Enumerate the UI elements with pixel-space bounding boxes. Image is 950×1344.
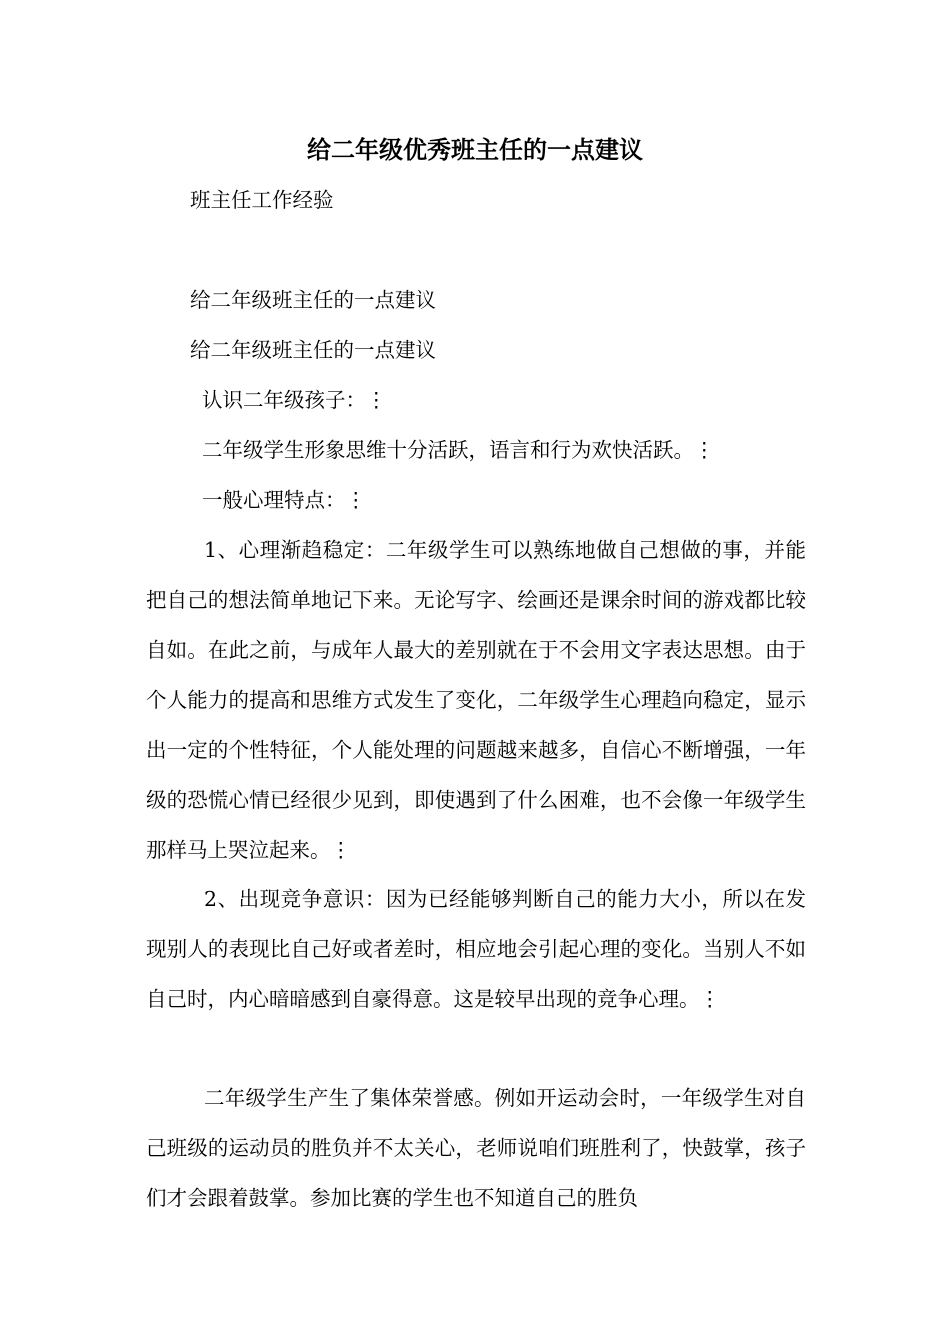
document-title: 给二年级优秀班主任的一点建议: [307, 136, 643, 164]
category-label: 班主任工作经验: [190, 188, 334, 212]
paragraph-2: 2、出现竞争意识：因为已经能够判断自己的能力大小，所以在发现别人的表现比自己好或者差时，相应地会引起心理的变化。当别人不如自己时，内心暗暗感到自豪得意。这是较早出现的竞争心理。⋮: [146, 887, 806, 1011]
paragraph-1: 1、心理渐趋稳定：二年级学生可以熟练地做自己想做的事，并能把自己的想法简单地记下来。无论写字、绘画还是课余时间的游戏都比较自如。在此之前，与成年人最大的差别就在于不会用文字表达思想。由于个人能力的提高和思维方式发生了变化，二年级学生心理趋向稳定，显示出一定的个性特征，个人能处理的问题越来越多，自信心不断增强，一年级的恐慌心情已经很少见到，即使遇到了什么困难，也不会像一年级学生那样马上哭泣起来。⋮: [146, 538, 806, 862]
subtitle-1: 给二年级班主任的一点建议: [190, 288, 436, 312]
section-know-children: 认识二年级孩子：⋮: [202, 388, 387, 412]
line-thinking: 二年级学生形象思维十分活跃，语言和行为欢快活跃。⋮: [202, 438, 715, 462]
subtitle-2: 给二年级班主任的一点建议: [190, 338, 436, 362]
section-general-traits: 一般心理特点：⋮: [202, 488, 366, 512]
paragraph-3: 二年级学生产生了集体荣誉感。例如开运动会时，一年级学生对自己班级的运动员的胜负并不太关心，老师说咱们班胜利了，快鼓掌，孩子们才会跟着鼓掌。参加比赛的学生也不知道自己的胜负: [146, 1086, 806, 1210]
